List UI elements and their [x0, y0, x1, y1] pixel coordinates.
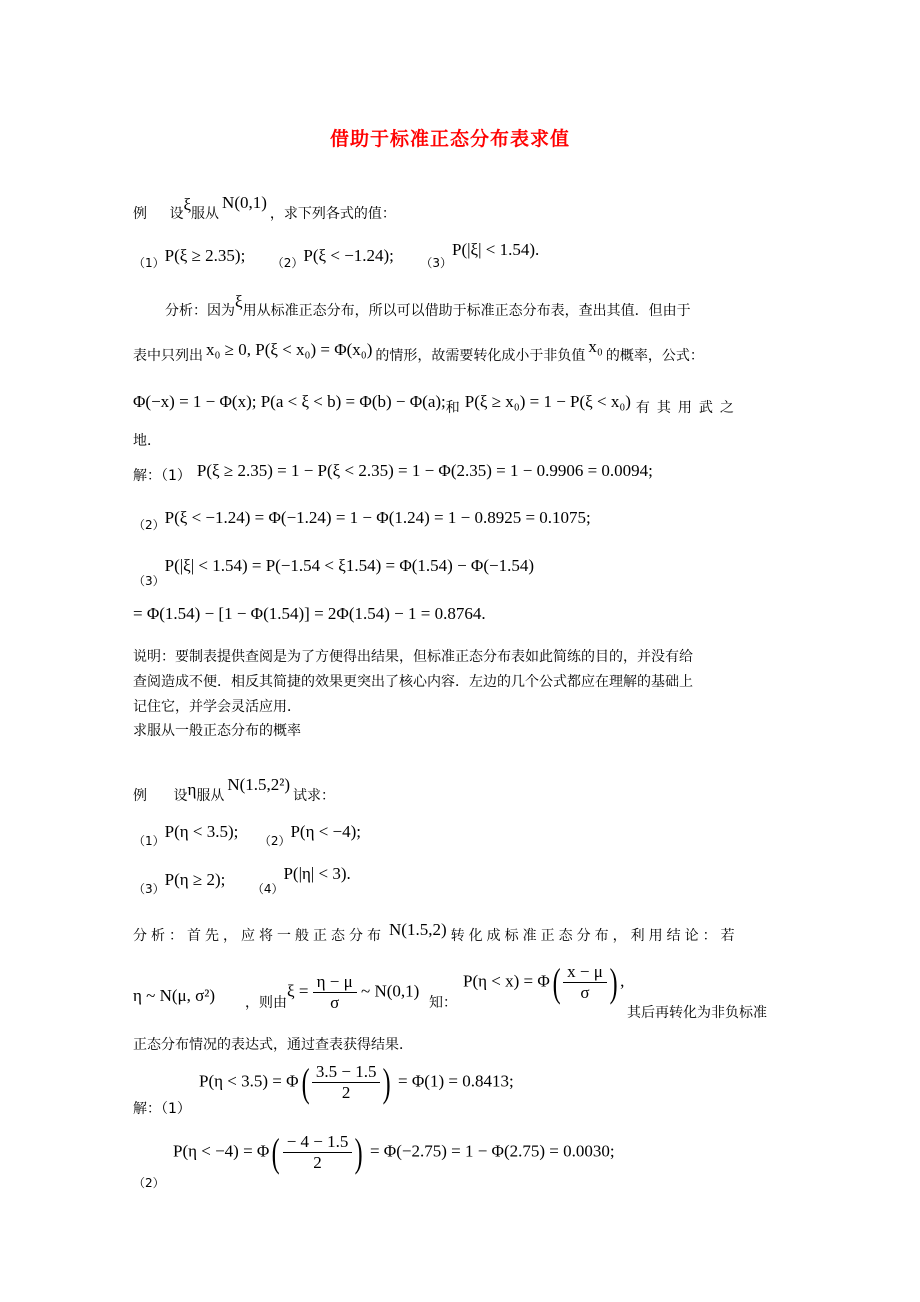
note-line2: 查阅造成不便．相反其简捷的效果更突出了核心内容．左边的几个公式都应在理解的基础上 [133, 674, 693, 690]
solution1-step1: 解：（1） P(ξ ≥ 2.35) = 1 − P(ξ < 2.35) = 1 − Φ(2.35) = 1 − 0.9906 = 0.0094; [133, 461, 653, 484]
analysis2-line1: 分析：首先，应将一般正态分布 N(1.5,2) 转化成标准正态分布，利用结论：若 [133, 920, 739, 944]
section-heading: 求服从一般正态分布的概率 [133, 723, 301, 739]
example-label: 例 [133, 206, 147, 222]
solution1-step3: （3）P(|ξ| < 1.54) = P(−1.54 < ξ1.54) = Φ(1.54) − Φ(−1.54) [133, 556, 535, 588]
solution1-step2: （2）P(ξ < −1.24) = Φ(−1.24) = 1 − Φ(1.24) = 1 − 0.8925 = 0.1075; [133, 508, 591, 532]
analysis1-line2: 表中只列出 x₀ ≥ 0, P(ξ < x₀) = Φ(x₀) 的情形，故需要转化成小于非负值 x₀ 的概率，公式： [133, 337, 704, 364]
example1-questions: （1）P(ξ ≥ 2.35); （2）P(ξ < −1.24); （3）P(|ξ| < 1.54). [133, 240, 540, 270]
example2-intro: 例 设η服从N(1.5,2²)试求： [133, 775, 336, 804]
example2-q-row1: （1）P(η < 3.5); （2）P(η < −4); [133, 822, 362, 848]
analysis1-line3: Φ(−x) = 1 − Φ(x); P(a < ξ < b) = Φ(b) − Φ(a);和 P(ξ ≥ x₀) = 1 − P(ξ < x₀) 有其用武之 [133, 392, 741, 416]
solution1-step3-cont: = Φ(1.54) − [1 − Φ(1.54)] = 2Φ(1.54) − 1 = 0.8764. [133, 604, 486, 623]
note-line1: 说明：要制表提供查阅是为了方便得出结果，但标准正态分布表如此简练的目的，并没有给 [133, 649, 693, 665]
analysis1-line4: 地． [133, 433, 161, 449]
analysis2-line3: 正态分布情况的表达式，通过查表获得结果． [133, 1037, 413, 1053]
analysis1-line1: 分析：因为ξ用从标准正态分布，所以可以借助于标准正态分布表，查出其值．但由于 [165, 292, 691, 319]
note-line3: 记住它，并学会灵活应用． [133, 699, 301, 715]
page-title: 借助于标准正态分布表求值 [330, 128, 571, 150]
example2-q-row2: （3）P(η ≥ 2); （4）P(|η| < 3). [133, 864, 351, 896]
example1-intro: 例 设ξ服从N(0,1)，求下列各式的值： [133, 193, 396, 222]
